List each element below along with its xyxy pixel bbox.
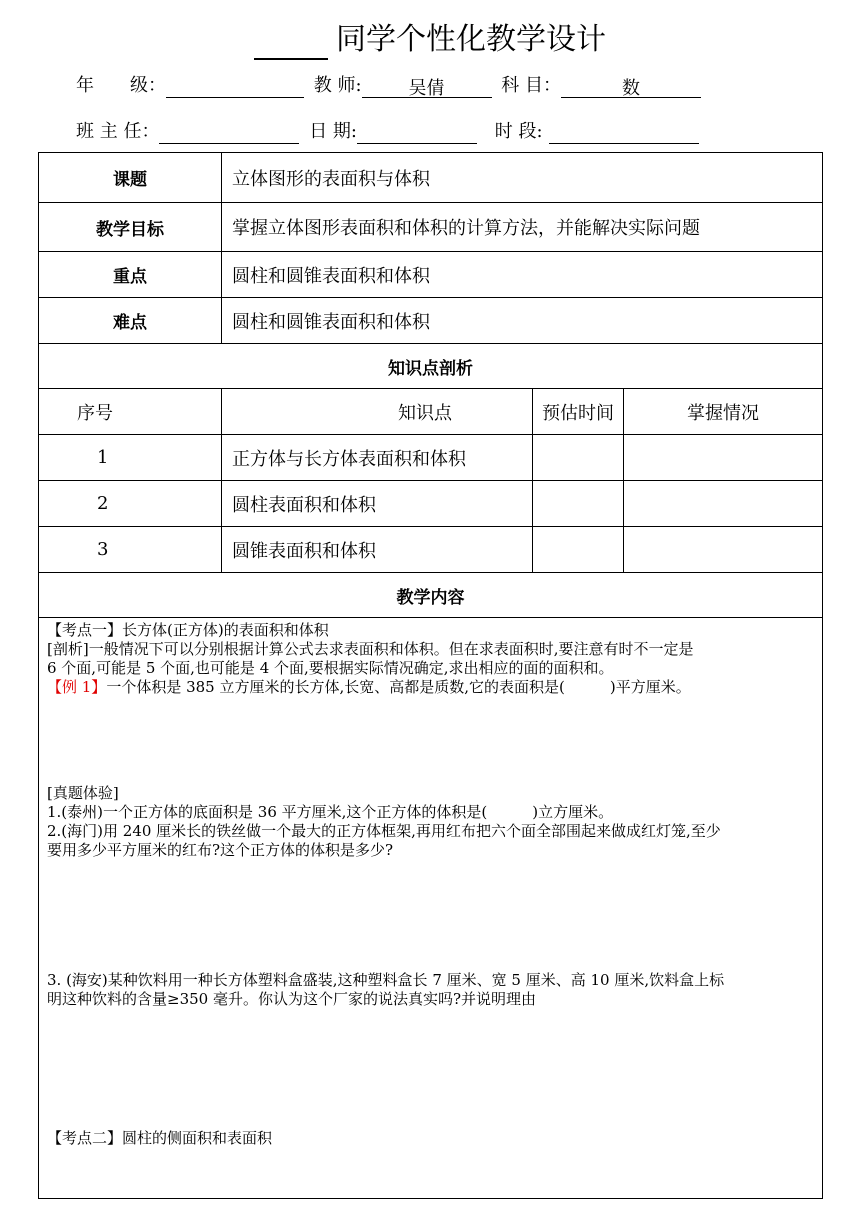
- subject-field[interactable]: 数: [561, 77, 701, 98]
- teacher-field[interactable]: 吴倩: [362, 77, 492, 98]
- document-title: 同学个性化教学设计: [0, 20, 860, 60]
- kp1-heading: 【考点一】长方体(正方体)的表面积和体积: [47, 621, 329, 639]
- example-label: 【例 1】: [47, 678, 107, 696]
- goal-row: [39, 203, 823, 252]
- col-mastery-header: 掌握情况: [624, 389, 823, 435]
- example-text: 一个体积是 385 立方厘米的长方体,长宽、高都是质数,它的表面积是( )平方厘米。: [106, 678, 691, 696]
- table-row: [39, 481, 823, 527]
- row-time[interactable]: [533, 435, 624, 481]
- row-mastery[interactable]: [624, 527, 823, 573]
- lesson-plan-table: [38, 152, 823, 1199]
- content-row: [39, 618, 823, 1199]
- analysis-line-1: [剖析]一般情况下可以分别根据计算公式去求表面积和体积。但在求表面积时,要注意有时不一定是: [47, 640, 694, 658]
- col-no-header: 序号: [39, 389, 222, 435]
- head-teacher-field[interactable]: [159, 123, 299, 144]
- info-row-2: [76, 120, 699, 144]
- analysis-line-2: 6 个面,可能是 5 个面,也可能是 4 个面,要根据实际情况确定,求出相应的面的面积和。: [47, 659, 614, 677]
- question-3-line-1: 3. (海安)某种饮料用一种长方体塑料盒盛装,这种塑料盒长 7 厘米、宽 5 厘米、高 10 厘米,饮料盒上标: [47, 971, 725, 989]
- period-label: 时 段:: [494, 121, 543, 142]
- info-row-1: [76, 74, 701, 98]
- key-label: 重点: [39, 252, 222, 298]
- goal-label: 教学目标: [39, 203, 222, 252]
- analysis-header-row: [39, 389, 823, 435]
- row-point: 正方体与长方体表面积和体积: [222, 435, 533, 481]
- key-value: 圆柱和圆锥表面积和体积: [222, 252, 823, 298]
- topic-value: 立体图形的表面积与体积: [222, 153, 823, 203]
- content-cell: [39, 618, 823, 1199]
- goal-value: 掌握立体图形表面积和体积的计算方法，并能解决实际问题: [222, 203, 823, 252]
- grade-label: 年 级：: [76, 75, 166, 96]
- row-no: 1: [39, 435, 222, 481]
- difficulty-row: [39, 298, 823, 344]
- content-title: 教学内容: [39, 573, 823, 618]
- difficulty-value: 圆柱和圆锥表面积和体积: [222, 298, 823, 344]
- kp2-heading: 【考点二】圆柱的侧面积和表面积: [47, 1129, 273, 1147]
- row-time[interactable]: [533, 527, 624, 573]
- example-1: [39, 678, 822, 697]
- difficulty-label: 难点: [39, 298, 222, 344]
- row-mastery[interactable]: [624, 435, 823, 481]
- row-no: 3: [39, 527, 222, 573]
- topic-row: [39, 153, 823, 203]
- subject-label: 科 目：: [501, 75, 561, 96]
- row-point: 圆柱表面积和体积: [222, 481, 533, 527]
- content-title-row: [39, 573, 823, 618]
- row-mastery[interactable]: [624, 481, 823, 527]
- name-blank[interactable]: [254, 30, 328, 60]
- head-teacher-label: 班 主 任：: [76, 121, 160, 142]
- date-field[interactable]: [357, 123, 477, 144]
- question-1: 1.(泰州)一个正方体的底面积是 36 平方厘米,这个正方体的体积是( )立方厘米。: [47, 803, 614, 821]
- question-2-line-1: 2.(海门)用 240 厘米长的铁丝做一个最大的正方体框架,再用红布把六个面全部围起来做成红灯笼,至少: [47, 822, 721, 840]
- analysis-title-row: [39, 344, 823, 389]
- table-row: [39, 527, 823, 573]
- col-time-header: 预估时间: [533, 389, 624, 435]
- practice-title: [真题体验]: [47, 784, 119, 802]
- table-row: [39, 435, 823, 481]
- row-no: 2: [39, 481, 222, 527]
- topic-label: 课题: [39, 153, 222, 203]
- row-point: 圆锥表面积和体积: [222, 527, 533, 573]
- teacher-label: 教 师:: [313, 75, 362, 96]
- question-3-line-2: 明这种饮料的含量≥350 毫升。你认为这个厂家的说法真实吗?并说明理由: [47, 990, 537, 1008]
- row-time[interactable]: [533, 481, 624, 527]
- period-field[interactable]: [549, 123, 699, 144]
- col-point-header: 知识点: [222, 389, 533, 435]
- grade-field[interactable]: [166, 77, 304, 98]
- key-row: [39, 252, 823, 298]
- question-2-line-2: 要用多少平方厘米的红布?这个正方体的体积是多少?: [47, 841, 394, 859]
- analysis-title: 知识点剖析: [39, 344, 823, 389]
- date-label: 日 期:: [309, 121, 357, 142]
